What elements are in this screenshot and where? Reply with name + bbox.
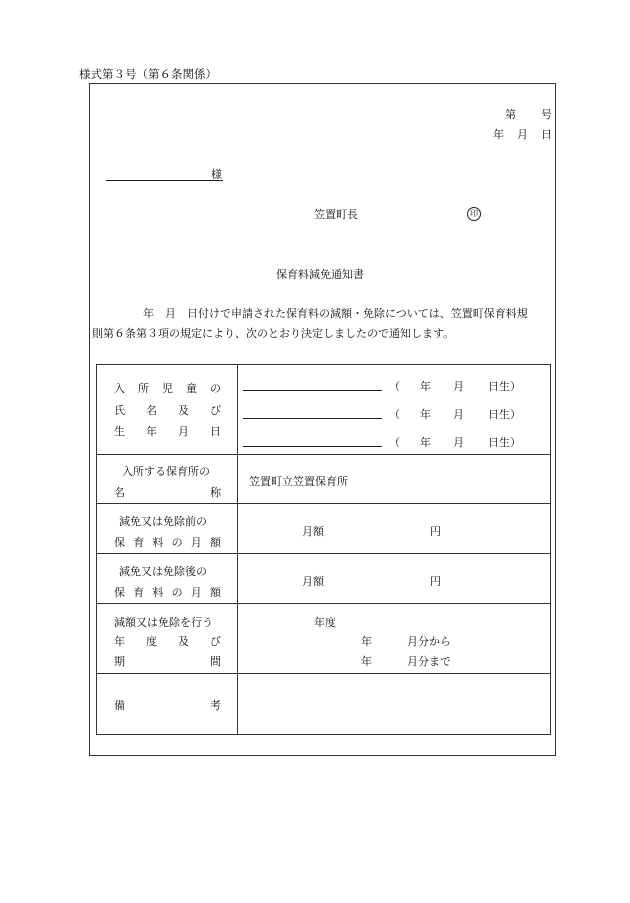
addressee-name-line bbox=[106, 180, 223, 181]
after-monthly-label: 月額 bbox=[302, 575, 324, 588]
child-3-month: 月 bbox=[453, 436, 464, 449]
label-before-line-2: 保育料の月額 bbox=[114, 536, 221, 549]
child-2-open: （ bbox=[389, 408, 400, 421]
child-name-line-2 bbox=[243, 418, 382, 419]
form-number-label: 様式第３号（第６条関係） bbox=[79, 67, 217, 81]
date-day: 日 bbox=[541, 128, 552, 141]
child-2-year: 年 bbox=[420, 408, 431, 421]
label-children-line-1: 入所児童の bbox=[114, 382, 221, 395]
child-2-month: 月 bbox=[453, 408, 464, 421]
label-period-line-1: 減額又は免除を行う bbox=[114, 616, 213, 629]
body-line-2: 則第６条第３項の規定により、次のとおり決定しましたので通知します。 bbox=[92, 327, 455, 340]
row-divider bbox=[96, 454, 551, 455]
child-1-year: 年 bbox=[420, 380, 431, 393]
period-from-text: 月分から bbox=[407, 635, 451, 648]
body-line-1: 年 月 日付けで申請された保育料の減額・免除については、笠置町保育料規 bbox=[143, 307, 528, 320]
child-name-line-3 bbox=[243, 446, 382, 447]
fiscal-year-label: 年度 bbox=[314, 616, 336, 629]
child-name-line-1 bbox=[243, 390, 382, 391]
label-remarks: 備考 bbox=[114, 699, 221, 712]
label-before-line-1: 減免又は免除前の bbox=[119, 515, 207, 528]
child-3-open: （ bbox=[389, 436, 400, 449]
number-go: 号 bbox=[541, 108, 552, 121]
label-after-line-1: 減免又は免除後の bbox=[119, 565, 207, 578]
child-1-open: （ bbox=[389, 380, 400, 393]
row-divider bbox=[96, 553, 551, 554]
child-3-day: 日生） bbox=[488, 436, 521, 449]
issuer-name: 笠置町長 bbox=[314, 208, 358, 221]
child-3-year: 年 bbox=[420, 436, 431, 449]
child-2-day: 日生） bbox=[488, 408, 521, 421]
child-1-month: 月 bbox=[453, 380, 464, 393]
label-after-line-2: 保育料の月額 bbox=[114, 586, 221, 599]
child-1-day: 日生） bbox=[488, 380, 521, 393]
label-period-line-2: 年度及び bbox=[114, 635, 221, 648]
label-period-line-3: 期間 bbox=[114, 655, 221, 668]
before-yen: 円 bbox=[430, 525, 441, 538]
after-yen: 円 bbox=[430, 575, 441, 588]
period-from-year: 年 bbox=[361, 635, 372, 648]
period-to-year: 年 bbox=[361, 655, 372, 668]
date-month: 月 bbox=[517, 128, 528, 141]
before-monthly-label: 月額 bbox=[302, 525, 324, 538]
addressee-suffix: 様 bbox=[211, 168, 222, 181]
seal-mark: 印 bbox=[467, 207, 481, 221]
label-nursery-line-1: 入所する保育所の bbox=[122, 465, 210, 478]
period-to-text: 月分まで bbox=[407, 655, 451, 668]
row-divider bbox=[96, 603, 551, 604]
document-title: 保育料減免通知書 bbox=[276, 268, 364, 281]
table-column-divider bbox=[237, 364, 238, 735]
nursery-name: 笠置町立笠置保育所 bbox=[249, 475, 348, 488]
label-children-line-2: 氏名及び bbox=[114, 404, 221, 417]
label-nursery-line-2: 名称 bbox=[114, 486, 221, 499]
row-divider bbox=[96, 503, 551, 504]
number-dai: 第 bbox=[505, 108, 516, 121]
date-year: 年 bbox=[493, 128, 504, 141]
label-children-line-3: 生年月日 bbox=[114, 425, 221, 438]
row-divider bbox=[96, 673, 551, 674]
